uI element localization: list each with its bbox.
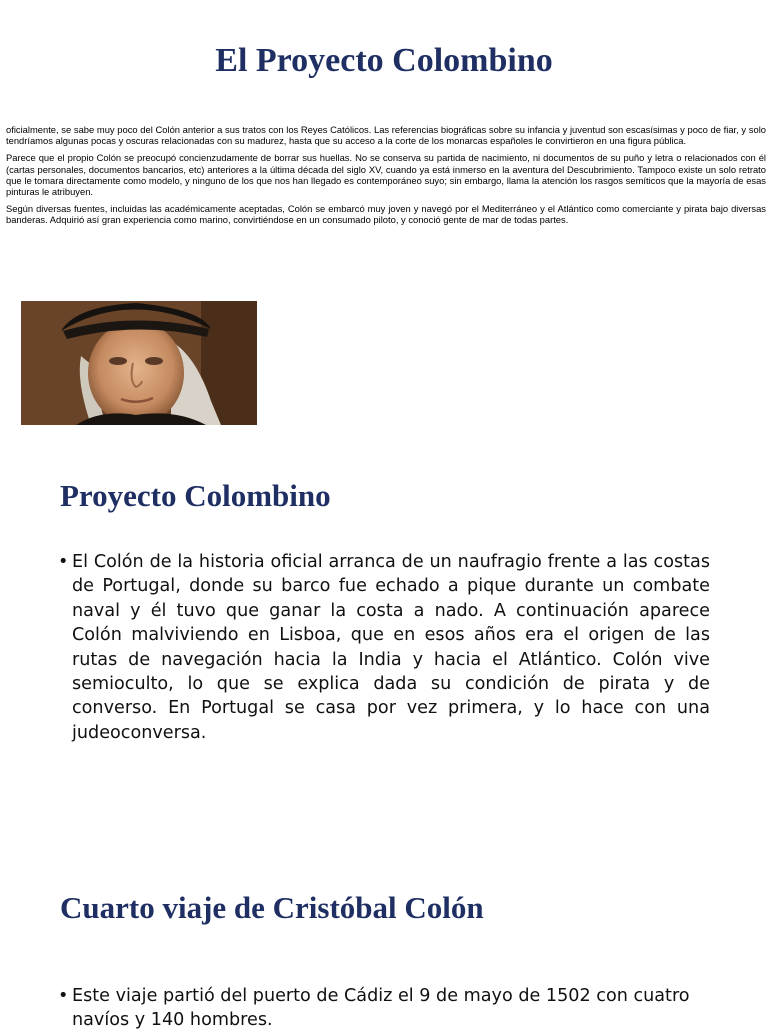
bullet-list	[58, 984, 710, 1033]
section-heading: Proyecto Colombino	[60, 478, 331, 513]
section-heading: Cuarto viaje de Cristóbal Colón	[60, 890, 484, 925]
intro-text	[6, 124, 766, 232]
intro-paragraph: Según diversas fuentes, incluidas las académicamente aceptadas, Colón se embarcó muy joven y navegó por el Mediterráneo y el Atlántico como comerciante y pirata bajo diversas banderas. Adquirió así gran experiencia como marino, convirtiéndose en un consumado piloto, y conoció gente de mar de todas partes.	[6, 203, 766, 226]
bullet-list	[58, 550, 710, 745]
columbus-portrait	[21, 301, 257, 425]
bullet-item: • Este viaje partió del puerto de Cádiz el 9 de mayo de 1502 con cuatro navíos y 140 hombres.	[58, 984, 710, 1033]
intro-paragraph: oficialmente, se sabe muy poco del Colón anterior a sus tratos con los Reyes Católicos. Las referencias biográficas sobre su infancia y juventud son escasísimas y poco de fiar, y solo tendríamos algunas pocas y oscuras relacionadas con su madurez, hasta que su acceso a la corte de los monarcas españoles le convirtieron en una figura pública.	[6, 124, 766, 147]
document-title: El Proyecto Colombino	[215, 42, 553, 79]
intro-paragraph: Parece que el propio Colón se preocupó concienzudamente de borrar sus huellas. No se conserva su partida de nacimiento, ni documentos de su puño y letra o relacionados con él (cartas personales, documentos bancarios, etc) anteriores a la última década del siglo XV, cuando ya está inmerso en la aventura del Descubrimiento. Tampoco existe un solo retrato que le tomara directamente como modelo, y ninguno de los que nos han llegado es contemporáneo suyo; sin embargo, llama la atención los rasgos semíticos que la mayoría de esas pinturas le atribuyen.	[6, 152, 766, 198]
bullet-item: • El Colón de la historia oficial arranca de un naufragio frente a las costas de Portugal, donde su barco fue echado a pique durante un combate naval y él tuvo que ganar la costa a nado. A continuación aparece Colón malviviendo en Lisboa, que en esos años era el origen de las rutas de navegación hacia la India y hacia el Atlántico. Colón vive semioculto, lo que se explica dada su condición de pirata y de converso. En Portugal se casa por vez primera, y lo hace con una judeoconversa.	[58, 550, 710, 745]
